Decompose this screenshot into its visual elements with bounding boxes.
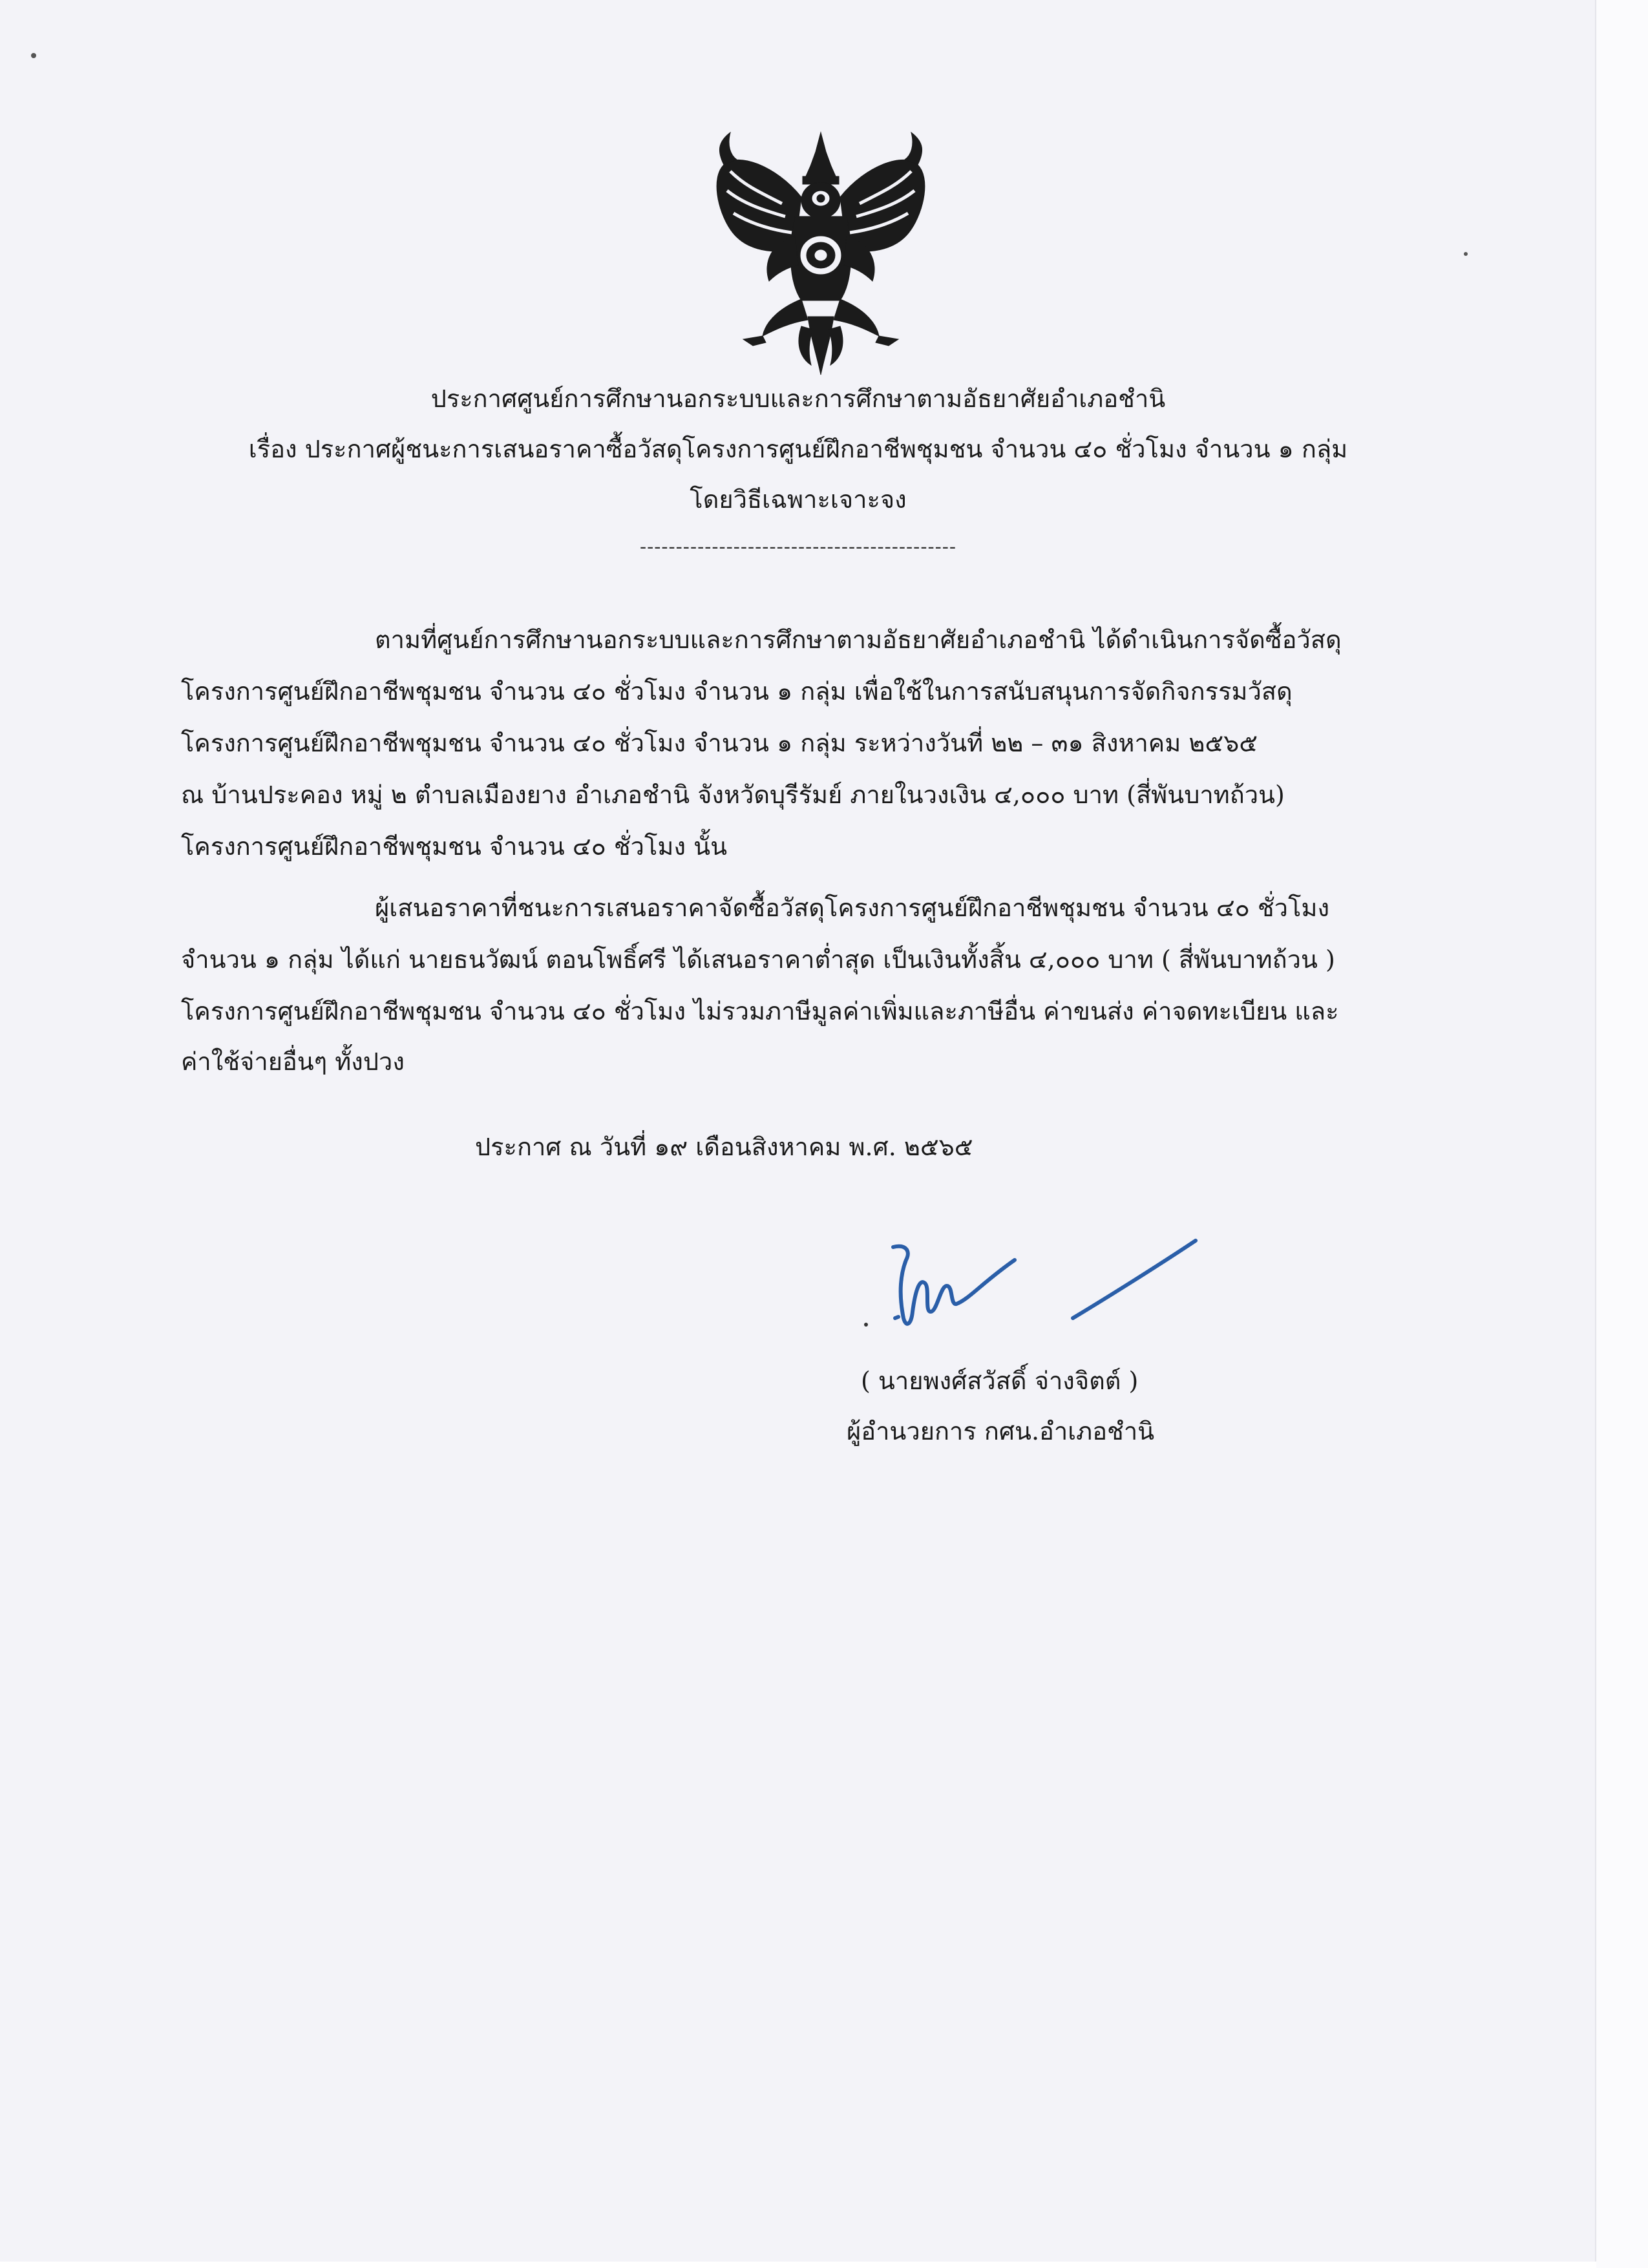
signatory-name: ( นายพงศ์สวัสดิ์ จ่างจิตต์ ) bbox=[861, 1367, 1139, 1395]
announcement-subject: เรื่อง ประกาศผู้ชนะการเสนอราคาซื้อวัสดุโครงการศูนย์ฝึกอาชีพชุมชน จำนวน ๔๐ ชั่วโมง จำนวน ๑ กลุ่ม bbox=[248, 435, 1348, 463]
paragraph1-line3: โครงการศูนย์ฝึกอาชีพชุมชน จำนวน ๔๐ ชั่วโมง จำนวน ๑ กลุ่ม ระหว่างวันที่ ๒๒ – ๓๑ สิงหาคม ๒๕๖๕ bbox=[181, 729, 1258, 757]
garuda-emblem-icon bbox=[704, 126, 937, 378]
paragraph1-line4: ณ บ้านประคอง หมู่ ๒ ตำบลเมืองยาง อำเภอชำนิ จังหวัดบุรีรัมย์ ภายในวงเงิน ๔,๐๐๐ บาท (สี่พันบาทถ้วน) bbox=[181, 781, 1285, 809]
scan-margin bbox=[1596, 0, 1648, 2268]
signatory-position: ผู้อำนวยการ กศน.อำเภอชำนิ bbox=[847, 1417, 1155, 1445]
announce-date: ประกาศ ณ วันที่ ๑๙ เดือนสิงหาคม พ.ศ. ๒๕๖๕ bbox=[475, 1133, 973, 1161]
title-divider: -------------------------------------------- bbox=[639, 536, 956, 558]
scan-speck bbox=[31, 53, 36, 58]
scan-speck bbox=[1464, 252, 1468, 256]
announcement-title: ประกาศศูนย์การศึกษานอกระบบและการศึกษาตามอัธยาศัยอำเภอชำนิ bbox=[430, 384, 1166, 413]
paragraph1-line5: โครงการศูนย์ฝึกอาชีพชุมชน จำนวน ๔๐ ชั่วโมง นั้น bbox=[181, 832, 728, 861]
paragraph2-line4: ค่าใช้จ่ายอื่นๆ ทั้งปวง bbox=[181, 1047, 405, 1076]
paragraph2-line2: จำนวน ๑ กลุ่ม ได้แก่ นายธนวัฒน์ ตอนโพธิ์ศรี ได้เสนอราคาต่ำสุด เป็นเงินทั้งสิ้น ๔,๐๐๐ บาท ( สี่พันบาทถ้วน ) bbox=[181, 945, 1335, 974]
paragraph2-line3: โครงการศูนย์ฝึกอาชีพชุมชน จำนวน ๔๐ ชั่วโมง ไม่รวมภาษีมูลค่าเพิ่มและภาษีอื่น ค่าขนส่ง ค่าจดทะเบียน และ bbox=[181, 997, 1339, 1025]
paragraph2-line1: ผู้เสนอราคาที่ชนะการเสนอราคาจัดซื้อวัสดุโครงการศูนย์ฝึกอาชีพชุมชน จำนวน ๔๐ ชั่วโมง bbox=[375, 894, 1330, 922]
signature-image bbox=[860, 1221, 1221, 1350]
announcement-method: โดยวิธีเฉพาะเจาะจง bbox=[690, 485, 907, 514]
paragraph1-line2: โครงการศูนย์ฝึกอาชีพชุมชน จำนวน ๔๐ ชั่วโมง จำนวน ๑ กลุ่ม เพื่อใช้ในการสนับสนุนการจัดกิจกรรมวัสดุ bbox=[181, 677, 1293, 706]
paragraph1-line1: ตามที่ศูนย์การศึกษานอกระบบและการศึกษาตามอัธยาศัยอำเภอชำนิ ได้ดำเนินการจัดซื้อวัสดุ bbox=[375, 625, 1342, 654]
